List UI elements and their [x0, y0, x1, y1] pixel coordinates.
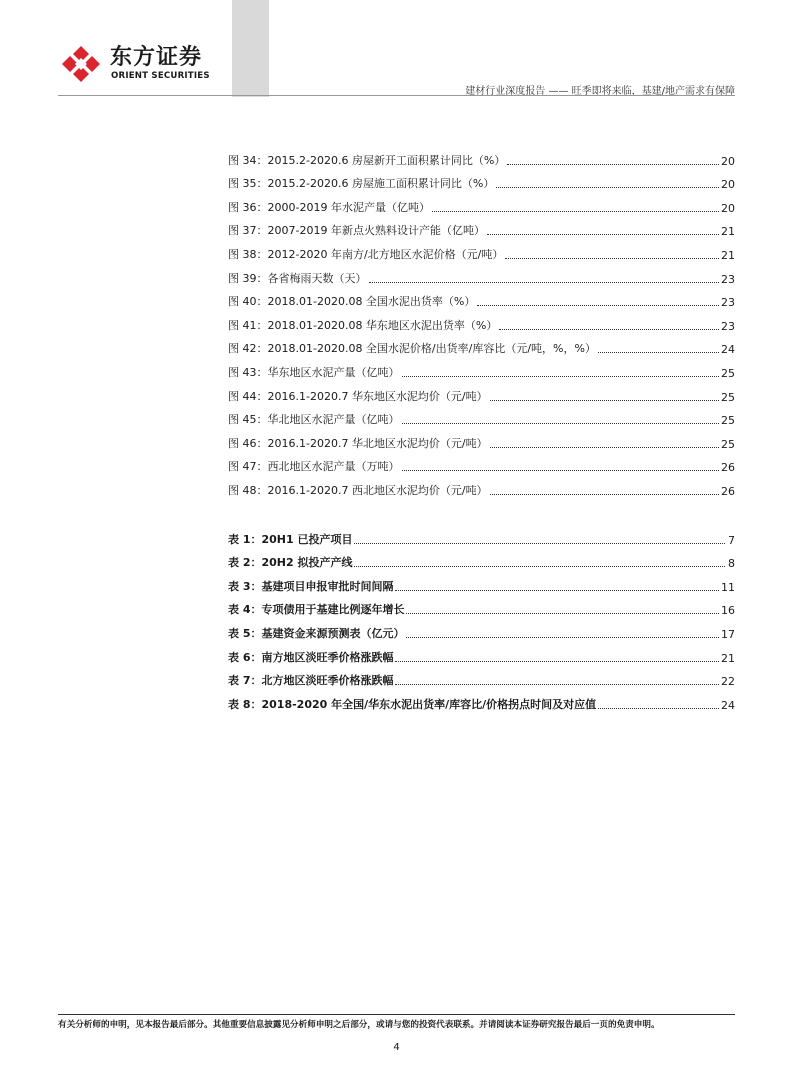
figure-toc-label: 图 47：西北地区水泥产量（万吨）	[228, 460, 400, 474]
figure-toc-entry[interactable]	[228, 144, 735, 168]
dot-leader	[369, 281, 720, 283]
figure-toc-label: 图 35：2015.2-2020.6 房屋施工面积累计同比（%）	[228, 177, 495, 191]
table-toc-entry[interactable]	[228, 523, 735, 547]
table-toc-page: 17	[721, 627, 735, 641]
figure-toc-page: 25	[721, 414, 735, 428]
table-toc-page: 7	[728, 533, 735, 547]
dot-leader	[395, 660, 719, 662]
table-toc-label: 表 2：20H2 拟投产产线	[228, 556, 353, 570]
logo-english-name: ORIENT SECURITIES	[111, 71, 210, 81]
figure-toc-entry[interactable]	[228, 333, 735, 357]
table-toc-label: 表 7：北方地区淡旺季价格涨跌幅	[228, 674, 394, 688]
dot-leader	[598, 707, 719, 709]
dot-leader	[477, 304, 719, 306]
logo-mark-icon	[58, 44, 104, 84]
table-toc-entry[interactable]	[228, 617, 735, 641]
footer-disclaimer: 有关分析师的申明，见本报告最后部分。其他重要信息披露见分析师申明之后部分，或请与您的投资代表联系。并请阅读本证券研究报告最后一页的免责申明。	[58, 1020, 660, 1030]
dot-leader	[507, 163, 719, 165]
table-toc-page: 21	[721, 651, 735, 665]
figure-toc-page: 20	[721, 201, 735, 215]
dot-leader	[395, 589, 719, 591]
figure-toc-entry[interactable]	[228, 215, 735, 239]
dot-leader	[490, 399, 719, 401]
logo-chinese-name: 东方证券	[110, 45, 203, 70]
figure-toc-entry[interactable]	[228, 380, 735, 404]
figure-toc-label: 图 45：华北地区水泥产量（亿吨）	[228, 413, 400, 427]
dot-leader	[402, 469, 720, 471]
figure-toc-label: 图 46：2016.1-2020.7 华北地区水泥均价（元/吨）	[228, 436, 488, 450]
dot-leader	[402, 375, 720, 377]
figure-toc-label: 图 37：2007-2019 年新点火熟料设计产能（亿吨）	[228, 224, 485, 238]
dot-leader	[490, 446, 719, 448]
figure-toc-page: 26	[721, 484, 735, 498]
figure-toc-page: 21	[721, 225, 735, 239]
figure-toc-label: 图 40：2018.01-2020.08 全国水泥出货率（%）	[228, 295, 476, 309]
dot-leader	[499, 328, 719, 330]
table-toc-label: 表 8：2018-2020 年全国/华东水泥出货率/库容比/价格拐点时间及对应值	[228, 697, 597, 711]
dot-leader	[354, 565, 725, 567]
table-toc-entry[interactable]	[228, 547, 735, 571]
figure-toc-label: 图 42：2018.01-2020.08 全国水泥价格/出货率/库容比（元/吨，%，%）	[228, 342, 596, 356]
figure-toc-entry[interactable]	[228, 474, 735, 498]
table-toc-entry[interactable]	[228, 594, 735, 618]
figure-toc-page: 25	[721, 390, 735, 404]
dot-leader	[487, 233, 719, 235]
figure-toc-entry[interactable]	[228, 404, 735, 428]
table-toc-page: 16	[721, 604, 735, 618]
figure-toc-entry[interactable]	[228, 309, 735, 333]
dot-leader	[406, 636, 719, 638]
figure-toc-page: 25	[721, 437, 735, 451]
figure-toc-label: 图 38：2012-2020 年南方/北方地区水泥价格（元/吨）	[228, 247, 504, 261]
table-toc-entry[interactable]	[228, 665, 735, 689]
dot-leader	[402, 422, 720, 424]
table-toc-label: 表 5：基建资金来源预测表（亿元）	[228, 626, 405, 640]
dot-leader	[490, 493, 719, 495]
figure-toc-entry[interactable]	[228, 427, 735, 451]
table-toc-label: 表 6：南方地区淡旺季价格涨跌幅	[228, 650, 394, 664]
figure-toc-page: 23	[721, 319, 735, 333]
table-toc-label: 表 3：基建项目申报审批时间间隔	[228, 579, 394, 593]
figure-toc-page: 24	[721, 343, 735, 357]
table-toc-entry[interactable]	[228, 641, 735, 665]
report-title: 建材行业深度报告 —— 旺季即将来临，基建/地产需求有保障	[465, 86, 735, 97]
figure-toc-label: 图 34：2015.2-2020.6 房屋新开工面积累计同比（%）	[228, 153, 506, 167]
table-toc-label: 表 4：专项债用于基建比例逐年增长	[228, 603, 405, 617]
figure-toc-entry[interactable]	[228, 262, 735, 286]
dot-leader	[598, 351, 719, 353]
figure-toc-label: 图 41：2018.01-2020.08 华东地区水泥出货率（%）	[228, 318, 498, 332]
figure-toc-entry[interactable]	[228, 286, 735, 310]
figure-toc-entry[interactable]	[228, 238, 735, 262]
dot-leader	[496, 186, 719, 188]
figure-toc-label: 图 39：各省梅雨天数（天）	[228, 271, 367, 285]
page-number: 4	[393, 1042, 400, 1053]
table-toc-page: 24	[721, 698, 735, 712]
figure-toc-entry[interactable]	[228, 451, 735, 475]
dot-leader	[505, 257, 719, 259]
figure-toc-page: 20	[721, 154, 735, 168]
figure-toc-label: 图 43：华东地区水泥产量（亿吨）	[228, 365, 400, 379]
figure-toc-page: 25	[721, 366, 735, 380]
figure-toc-entry[interactable]	[228, 168, 735, 192]
dot-leader	[395, 683, 719, 685]
table-toc-entry[interactable]	[228, 570, 735, 594]
figure-toc-label: 图 36：2000-2019 年水泥产量（亿吨）	[228, 200, 430, 214]
figure-toc-page: 21	[721, 248, 735, 262]
table-toc-page: 11	[721, 580, 735, 594]
table-toc-label: 表 1：20H1 已投产项目	[228, 532, 353, 546]
dot-leader	[406, 612, 719, 614]
figure-toc-page: 26	[721, 461, 735, 475]
figure-toc-entry[interactable]	[228, 356, 735, 380]
header-divider	[58, 95, 735, 96]
footer-divider	[58, 1014, 735, 1015]
dot-leader	[432, 210, 719, 212]
table-toc-page: 8	[728, 557, 735, 571]
figure-list	[228, 144, 735, 498]
figure-toc-page: 23	[721, 296, 735, 310]
header-gray-tab	[232, 0, 269, 97]
figure-toc-page: 20	[721, 178, 735, 192]
table-toc-entry[interactable]	[228, 688, 735, 712]
figure-toc-page: 23	[721, 272, 735, 286]
orient-securities-logo	[58, 38, 228, 90]
table-toc-page: 22	[721, 675, 735, 689]
table-list	[228, 523, 735, 712]
figure-toc-entry[interactable]	[228, 191, 735, 215]
dot-leader	[354, 542, 725, 544]
figure-toc-label: 图 48：2016.1-2020.7 西北地区水泥均价（元/吨）	[228, 483, 488, 497]
figure-toc-label: 图 44：2016.1-2020.7 华东地区水泥均价（元/吨）	[228, 389, 488, 403]
